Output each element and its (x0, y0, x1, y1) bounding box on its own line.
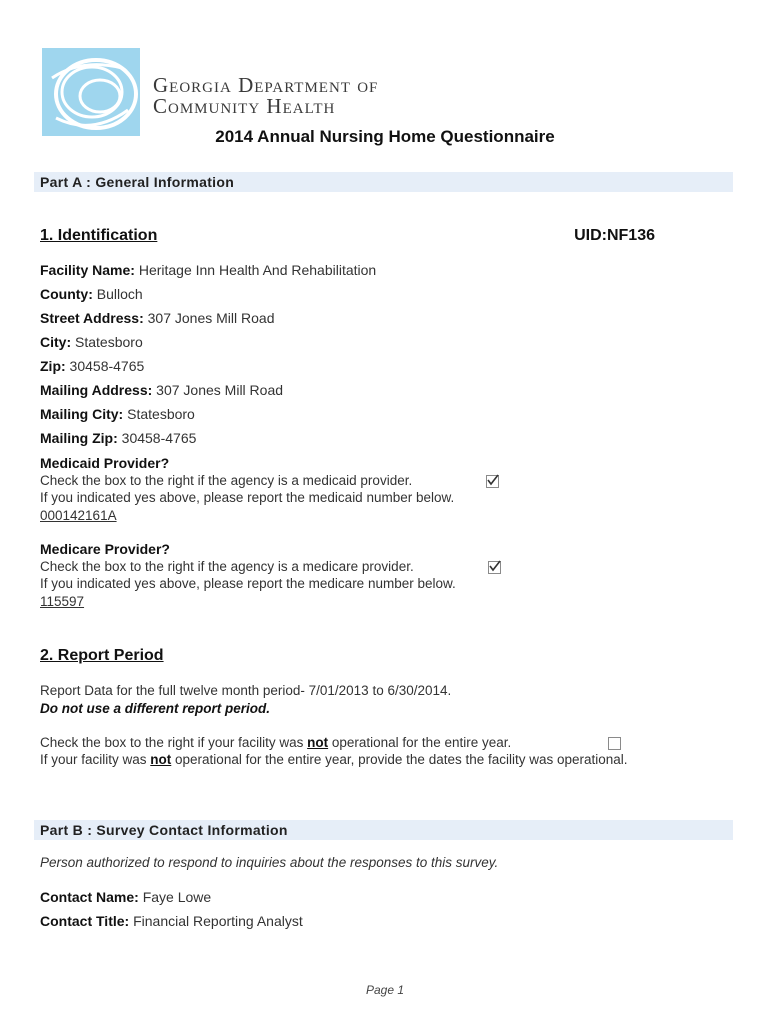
not-emphasis: not (150, 752, 172, 767)
report-period-warning: Do not use a different report period. (40, 701, 271, 716)
medicaid-number: 000142161A (40, 508, 117, 523)
uid-label: UID:NF136 (574, 227, 655, 244)
field-value: 307 Jones Mill Road (156, 382, 284, 398)
street-address-row (40, 310, 275, 326)
field-value: 30458-4765 (121, 430, 197, 446)
facility-name-row (40, 262, 376, 278)
medicare-question: Medicare Provider? (40, 541, 170, 557)
medicaid-question: Medicaid Provider? (40, 455, 170, 471)
checkmark-icon (486, 473, 500, 487)
identification-heading: 1. Identification (40, 227, 158, 244)
medicaid-check-text: Check the box to the right if the agency is a medicaid provider. (40, 473, 413, 488)
text-segment: Check the box to the right if your facility was (40, 735, 308, 750)
mailing-zip-row (40, 430, 196, 446)
zip-row (40, 358, 144, 374)
part-b-band (34, 820, 733, 840)
field-label: Contact Name: (40, 889, 139, 905)
page-number: Page 1 (365, 983, 405, 997)
medicare-note: If you indicated yes above, please report the medicare number below. (40, 576, 456, 591)
medicaid-label (40, 455, 169, 471)
medicare-label (40, 541, 170, 557)
report-period-heading: 2. Report Period (40, 647, 164, 664)
field-value: Bulloch (96, 286, 143, 302)
text-segment: operational for the entire year. (328, 735, 512, 750)
org-name-line2: Community Health (153, 94, 336, 118)
field-value: Heritage Inn Health And Rehabilitation (138, 262, 377, 278)
field-value: Financial Reporting Analyst (133, 913, 303, 929)
medicaid-checkbox[interactable] (486, 475, 499, 488)
part-b-heading: Part B : Survey Contact Information (40, 822, 288, 838)
field-value: Statesboro (75, 334, 143, 350)
checkmark-icon (488, 559, 502, 573)
field-label: Zip: (40, 358, 66, 374)
dch-logo (42, 48, 140, 136)
medicaid-note: If you indicated yes above, please report the medicaid number below. (40, 490, 455, 505)
document-title: 2014 Annual Nursing Home Questionnaire (215, 127, 555, 146)
org-name-line1: Georgia Department of (153, 73, 379, 97)
text-segment: If your facility was (40, 752, 151, 767)
field-label: Facility Name: (40, 262, 135, 278)
text-segment: operational for the entire year, provide the dates the facility was operational. (171, 752, 628, 767)
not-operational-check-text (40, 735, 511, 750)
field-label: Mailing Address: (40, 382, 153, 398)
medicare-checkbox[interactable] (488, 561, 501, 574)
not-operational-checkbox[interactable] (608, 737, 621, 750)
field-value: Statesboro (127, 406, 195, 422)
operational-dates-text (40, 752, 628, 767)
mailing-address-row (40, 382, 283, 398)
field-value: 307 Jones Mill Road (147, 310, 275, 326)
contact-name-row (40, 889, 211, 905)
field-label: County: (40, 286, 93, 302)
report-period-text: Report Data for the full twelve month period- 7/01/2013 to 6/30/2014. (40, 683, 452, 698)
field-value: Faye Lowe (142, 889, 212, 905)
medicare-number: 115597 (40, 594, 85, 609)
field-label: Mailing Zip: (40, 430, 118, 446)
part-a-band (34, 172, 733, 192)
field-label: Street Address: (40, 310, 144, 326)
mailing-city-row (40, 406, 195, 422)
contact-title-row (40, 913, 303, 929)
field-label: Contact Title: (40, 913, 130, 929)
not-emphasis: not (307, 735, 329, 750)
field-label: City: (40, 334, 72, 350)
medicare-check-text: Check the box to the right if the agency is a medicare provider. (40, 559, 414, 574)
city-row (40, 334, 143, 350)
part-b-intro: Person authorized to respond to inquiries about the responses to this survey. (40, 855, 499, 870)
county-row (40, 286, 143, 302)
field-label: Mailing City: (40, 406, 124, 422)
field-value: 30458-4765 (69, 358, 145, 374)
part-a-heading: Part A : General Information (40, 174, 235, 190)
